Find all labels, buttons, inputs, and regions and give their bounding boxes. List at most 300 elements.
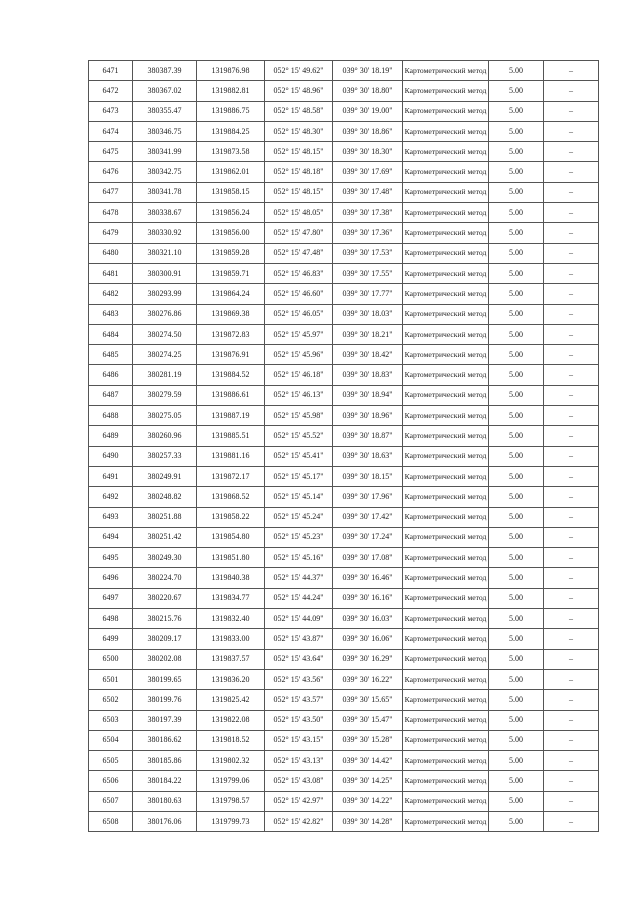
accuracy-cell: 5.00 [489,81,544,101]
longitude-cell: 039° 30' 15.47" [333,710,403,730]
point-number-cell: 6485 [89,345,133,365]
note-cell: – [544,162,599,182]
accuracy-cell: 5.00 [489,751,544,771]
x-coordinate-cell: 380224.70 [133,568,197,588]
x-coordinate-cell: 380293.99 [133,284,197,304]
y-coordinate-cell: 1319818.52 [197,730,265,750]
note-cell: – [544,568,599,588]
longitude-cell: 039° 30' 18.03" [333,304,403,324]
method-cell: Картометрический метод [403,629,489,649]
point-number-cell: 6505 [89,751,133,771]
point-number-cell: 6481 [89,263,133,283]
latitude-cell: 052° 15' 47.48" [265,243,333,263]
y-coordinate-cell: 1319822.08 [197,710,265,730]
latitude-cell: 052° 15' 48.18" [265,162,333,182]
method-cell: Картометрический метод [403,568,489,588]
point-number-cell: 6474 [89,121,133,141]
table-row [89,406,599,426]
point-number-cell: 6478 [89,203,133,223]
x-coordinate-cell: 380367.02 [133,81,197,101]
method-cell: Картометрический метод [403,426,489,446]
table-row [89,527,599,547]
latitude-cell: 052° 15' 43.87" [265,629,333,649]
note-cell: – [544,690,599,710]
method-cell: Картометрический метод [403,203,489,223]
x-coordinate-cell: 380186.62 [133,730,197,750]
table-row [89,730,599,750]
note-cell: – [544,649,599,669]
note-cell: – [544,446,599,466]
accuracy-cell: 5.00 [489,385,544,405]
method-cell: Картометрический метод [403,243,489,263]
longitude-cell: 039° 30' 14.25" [333,771,403,791]
method-cell: Картометрический метод [403,324,489,344]
y-coordinate-cell: 1319884.52 [197,365,265,385]
note-cell: – [544,730,599,750]
note-cell: – [544,121,599,141]
table-row [89,466,599,486]
table-row [89,142,599,162]
x-coordinate-cell: 380338.67 [133,203,197,223]
y-coordinate-cell: 1319854.80 [197,527,265,547]
table-row [89,609,599,629]
note-cell: – [544,751,599,771]
method-cell: Картометрический метод [403,162,489,182]
longitude-cell: 039° 30' 18.80" [333,81,403,101]
table-row [89,710,599,730]
x-coordinate-cell: 380251.42 [133,527,197,547]
y-coordinate-cell: 1319833.00 [197,629,265,649]
y-coordinate-cell: 1319858.22 [197,507,265,527]
longitude-cell: 039° 30' 17.24" [333,527,403,547]
x-coordinate-cell: 380197.39 [133,710,197,730]
latitude-cell: 052° 15' 46.60" [265,284,333,304]
longitude-cell: 039° 30' 18.63" [333,446,403,466]
accuracy-cell: 5.00 [489,690,544,710]
y-coordinate-cell: 1319834.77 [197,588,265,608]
longitude-cell: 039° 30' 17.36" [333,223,403,243]
latitude-cell: 052° 15' 48.96" [265,81,333,101]
y-coordinate-cell: 1319869.38 [197,304,265,324]
point-number-cell: 6471 [89,61,133,81]
method-cell: Картометрический метод [403,548,489,568]
x-coordinate-cell: 380281.19 [133,365,197,385]
note-cell: – [544,61,599,81]
y-coordinate-cell: 1319858.15 [197,182,265,202]
accuracy-cell: 5.00 [489,324,544,344]
method-cell: Картометрический метод [403,710,489,730]
x-coordinate-cell: 380220.67 [133,588,197,608]
longitude-cell: 039° 30' 17.08" [333,548,403,568]
x-coordinate-cell: 380199.76 [133,690,197,710]
latitude-cell: 052° 15' 43.15" [265,730,333,750]
point-number-cell: 6489 [89,426,133,446]
method-cell: Картометрический метод [403,466,489,486]
x-coordinate-cell: 380279.59 [133,385,197,405]
table-row [89,426,599,446]
longitude-cell: 039° 30' 18.19" [333,61,403,81]
point-number-cell: 6495 [89,548,133,568]
note-cell: – [544,304,599,324]
latitude-cell: 052° 15' 45.16" [265,548,333,568]
x-coordinate-cell: 380341.99 [133,142,197,162]
method-cell: Картометрический метод [403,527,489,547]
accuracy-cell: 5.00 [489,649,544,669]
latitude-cell: 052° 15' 48.15" [265,142,333,162]
longitude-cell: 039° 30' 17.48" [333,182,403,202]
method-cell: Картометрический метод [403,751,489,771]
longitude-cell: 039° 30' 18.96" [333,406,403,426]
point-number-cell: 6483 [89,304,133,324]
note-cell: – [544,811,599,831]
latitude-cell: 052° 15' 46.83" [265,263,333,283]
y-coordinate-cell: 1319840.38 [197,568,265,588]
note-cell: – [544,629,599,649]
accuracy-cell: 5.00 [489,243,544,263]
longitude-cell: 039° 30' 17.69" [333,162,403,182]
note-cell: – [544,243,599,263]
note-cell: – [544,609,599,629]
longitude-cell: 039° 30' 16.22" [333,669,403,689]
method-cell: Картометрический метод [403,345,489,365]
accuracy-cell: 5.00 [489,588,544,608]
table-row [89,669,599,689]
longitude-cell: 039° 30' 18.15" [333,466,403,486]
method-cell: Картометрический метод [403,304,489,324]
y-coordinate-cell: 1319832.40 [197,609,265,629]
longitude-cell: 039° 30' 19.00" [333,101,403,121]
table-row [89,791,599,811]
x-coordinate-cell: 380184.22 [133,771,197,791]
note-cell: – [544,263,599,283]
note-cell: – [544,324,599,344]
longitude-cell: 039° 30' 16.46" [333,568,403,588]
latitude-cell: 052° 15' 44.24" [265,588,333,608]
x-coordinate-cell: 380248.82 [133,487,197,507]
point-number-cell: 6498 [89,609,133,629]
note-cell: – [544,669,599,689]
latitude-cell: 052° 15' 45.24" [265,507,333,527]
x-coordinate-cell: 380300.91 [133,263,197,283]
y-coordinate-cell: 1319864.24 [197,284,265,304]
point-number-cell: 6476 [89,162,133,182]
method-cell: Картометрический метод [403,284,489,304]
coordinates-table [88,60,599,832]
table-row [89,811,599,831]
table-row [89,81,599,101]
accuracy-cell: 5.00 [489,182,544,202]
point-number-cell: 6477 [89,182,133,202]
x-coordinate-cell: 380199.65 [133,669,197,689]
x-coordinate-cell: 380209.17 [133,629,197,649]
note-cell: – [544,527,599,547]
table-row [89,548,599,568]
point-number-cell: 6493 [89,507,133,527]
point-number-cell: 6486 [89,365,133,385]
accuracy-cell: 5.00 [489,548,544,568]
note-cell: – [544,385,599,405]
note-cell: – [544,223,599,243]
method-cell: Картометрический метод [403,690,489,710]
accuracy-cell: 5.00 [489,223,544,243]
point-number-cell: 6496 [89,568,133,588]
x-coordinate-cell: 380330.92 [133,223,197,243]
longitude-cell: 039° 30' 18.86" [333,121,403,141]
longitude-cell: 039° 30' 18.42" [333,345,403,365]
method-cell: Картометрический метод [403,406,489,426]
y-coordinate-cell: 1319876.91 [197,345,265,365]
point-number-cell: 6497 [89,588,133,608]
x-coordinate-cell: 380346.75 [133,121,197,141]
latitude-cell: 052° 15' 42.97" [265,791,333,811]
longitude-cell: 039° 30' 18.94" [333,385,403,405]
y-coordinate-cell: 1319859.28 [197,243,265,263]
latitude-cell: 052° 15' 45.98" [265,406,333,426]
point-number-cell: 6492 [89,487,133,507]
y-coordinate-cell: 1319872.83 [197,324,265,344]
latitude-cell: 052° 15' 49.62" [265,61,333,81]
latitude-cell: 052° 15' 45.52" [265,426,333,446]
method-cell: Картометрический метод [403,588,489,608]
latitude-cell: 052° 15' 45.17" [265,466,333,486]
x-coordinate-cell: 380355.47 [133,101,197,121]
table-row [89,649,599,669]
note-cell: – [544,284,599,304]
latitude-cell: 052° 15' 45.23" [265,527,333,547]
point-number-cell: 6473 [89,101,133,121]
latitude-cell: 052° 15' 46.05" [265,304,333,324]
latitude-cell: 052° 15' 43.56" [265,669,333,689]
note-cell: – [544,548,599,568]
table-row [89,568,599,588]
longitude-cell: 039° 30' 16.03" [333,609,403,629]
y-coordinate-cell: 1319802.32 [197,751,265,771]
method-cell: Картометрический метод [403,385,489,405]
y-coordinate-cell: 1319886.75 [197,101,265,121]
table-body [89,61,599,832]
method-cell: Картометрический метод [403,771,489,791]
point-number-cell: 6480 [89,243,133,263]
note-cell: – [544,466,599,486]
accuracy-cell: 5.00 [489,142,544,162]
latitude-cell: 052° 15' 48.30" [265,121,333,141]
method-cell: Картометрический метод [403,81,489,101]
table-row [89,182,599,202]
y-coordinate-cell: 1319837.57 [197,649,265,669]
y-coordinate-cell: 1319886.61 [197,385,265,405]
x-coordinate-cell: 380249.91 [133,466,197,486]
accuracy-cell: 5.00 [489,426,544,446]
longitude-cell: 039° 30' 15.28" [333,730,403,750]
method-cell: Картометрический метод [403,507,489,527]
y-coordinate-cell: 1319862.01 [197,162,265,182]
longitude-cell: 039° 30' 17.38" [333,203,403,223]
latitude-cell: 052° 15' 43.13" [265,751,333,771]
note-cell: – [544,710,599,730]
x-coordinate-cell: 380275.05 [133,406,197,426]
accuracy-cell: 5.00 [489,811,544,831]
latitude-cell: 052° 15' 47.80" [265,223,333,243]
latitude-cell: 052° 15' 44.09" [265,609,333,629]
accuracy-cell: 5.00 [489,162,544,182]
y-coordinate-cell: 1319873.58 [197,142,265,162]
method-cell: Картометрический метод [403,121,489,141]
y-coordinate-cell: 1319887.19 [197,406,265,426]
y-coordinate-cell: 1319872.17 [197,466,265,486]
accuracy-cell: 5.00 [489,263,544,283]
table-row [89,751,599,771]
longitude-cell: 039° 30' 16.16" [333,588,403,608]
point-number-cell: 6482 [89,284,133,304]
y-coordinate-cell: 1319884.25 [197,121,265,141]
point-number-cell: 6490 [89,446,133,466]
table-row [89,243,599,263]
accuracy-cell: 5.00 [489,121,544,141]
accuracy-cell: 5.00 [489,101,544,121]
table-row [89,690,599,710]
longitude-cell: 039° 30' 16.29" [333,649,403,669]
table-row [89,121,599,141]
table-row [89,263,599,283]
point-number-cell: 6508 [89,811,133,831]
longitude-cell: 039° 30' 16.06" [333,629,403,649]
latitude-cell: 052° 15' 44.37" [265,568,333,588]
x-coordinate-cell: 380257.33 [133,446,197,466]
x-coordinate-cell: 380342.75 [133,162,197,182]
note-cell: – [544,142,599,162]
latitude-cell: 052° 15' 48.15" [265,182,333,202]
method-cell: Картометрический метод [403,669,489,689]
table-row [89,304,599,324]
table-row [89,101,599,121]
note-cell: – [544,507,599,527]
point-number-cell: 6484 [89,324,133,344]
accuracy-cell: 5.00 [489,446,544,466]
latitude-cell: 052° 15' 43.08" [265,771,333,791]
method-cell: Картометрический метод [403,730,489,750]
y-coordinate-cell: 1319882.81 [197,81,265,101]
y-coordinate-cell: 1319799.06 [197,771,265,791]
longitude-cell: 039° 30' 17.55" [333,263,403,283]
y-coordinate-cell: 1319825.42 [197,690,265,710]
x-coordinate-cell: 380249.30 [133,548,197,568]
point-number-cell: 6502 [89,690,133,710]
note-cell: – [544,81,599,101]
table-row [89,446,599,466]
y-coordinate-cell: 1319859.71 [197,263,265,283]
accuracy-cell: 5.00 [489,507,544,527]
note-cell: – [544,426,599,446]
table-row [89,345,599,365]
point-number-cell: 6507 [89,791,133,811]
longitude-cell: 039° 30' 17.77" [333,284,403,304]
method-cell: Картометрический метод [403,182,489,202]
accuracy-cell: 5.00 [489,203,544,223]
accuracy-cell: 5.00 [489,710,544,730]
y-coordinate-cell: 1319856.00 [197,223,265,243]
note-cell: – [544,182,599,202]
point-number-cell: 6491 [89,466,133,486]
latitude-cell: 052° 15' 46.13" [265,385,333,405]
latitude-cell: 052° 15' 46.18" [265,365,333,385]
point-number-cell: 6503 [89,710,133,730]
latitude-cell: 052° 15' 43.64" [265,649,333,669]
latitude-cell: 052° 15' 43.57" [265,690,333,710]
y-coordinate-cell: 1319876.98 [197,61,265,81]
x-coordinate-cell: 380176.06 [133,811,197,831]
method-cell: Картометрический метод [403,487,489,507]
note-cell: – [544,791,599,811]
longitude-cell: 039° 30' 15.65" [333,690,403,710]
point-number-cell: 6472 [89,81,133,101]
accuracy-cell: 5.00 [489,487,544,507]
latitude-cell: 052° 15' 48.58" [265,101,333,121]
x-coordinate-cell: 380185.86 [133,751,197,771]
accuracy-cell: 5.00 [489,771,544,791]
latitude-cell: 052° 15' 45.41" [265,446,333,466]
longitude-cell: 039° 30' 14.28" [333,811,403,831]
longitude-cell: 039° 30' 18.21" [333,324,403,344]
note-cell: – [544,406,599,426]
point-number-cell: 6488 [89,406,133,426]
point-number-cell: 6500 [89,649,133,669]
x-coordinate-cell: 380202.08 [133,649,197,669]
latitude-cell: 052° 15' 45.14" [265,487,333,507]
table-row [89,61,599,81]
y-coordinate-cell: 1319798.57 [197,791,265,811]
method-cell: Картометрический метод [403,101,489,121]
point-number-cell: 6479 [89,223,133,243]
table-row [89,507,599,527]
point-number-cell: 6499 [89,629,133,649]
x-coordinate-cell: 380180.63 [133,791,197,811]
table-row [89,771,599,791]
accuracy-cell: 5.00 [489,284,544,304]
table-row [89,365,599,385]
method-cell: Картометрический метод [403,649,489,669]
accuracy-cell: 5.00 [489,61,544,81]
method-cell: Картометрический метод [403,61,489,81]
accuracy-cell: 5.00 [489,304,544,324]
note-cell: – [544,345,599,365]
method-cell: Картометрический метод [403,142,489,162]
method-cell: Картометрический метод [403,223,489,243]
accuracy-cell: 5.00 [489,568,544,588]
longitude-cell: 039° 30' 14.22" [333,791,403,811]
accuracy-cell: 5.00 [489,466,544,486]
method-cell: Картометрический метод [403,446,489,466]
x-coordinate-cell: 380215.76 [133,609,197,629]
x-coordinate-cell: 380274.25 [133,345,197,365]
accuracy-cell: 5.00 [489,345,544,365]
accuracy-cell: 5.00 [489,669,544,689]
longitude-cell: 039° 30' 17.96" [333,487,403,507]
table-row [89,162,599,182]
table-row [89,487,599,507]
accuracy-cell: 5.00 [489,730,544,750]
longitude-cell: 039° 30' 14.42" [333,751,403,771]
table-row [89,588,599,608]
note-cell: – [544,487,599,507]
y-coordinate-cell: 1319868.52 [197,487,265,507]
latitude-cell: 052° 15' 48.05" [265,203,333,223]
x-coordinate-cell: 380251.88 [133,507,197,527]
x-coordinate-cell: 380321.10 [133,243,197,263]
table-row [89,203,599,223]
note-cell: – [544,588,599,608]
accuracy-cell: 5.00 [489,791,544,811]
point-number-cell: 6501 [89,669,133,689]
